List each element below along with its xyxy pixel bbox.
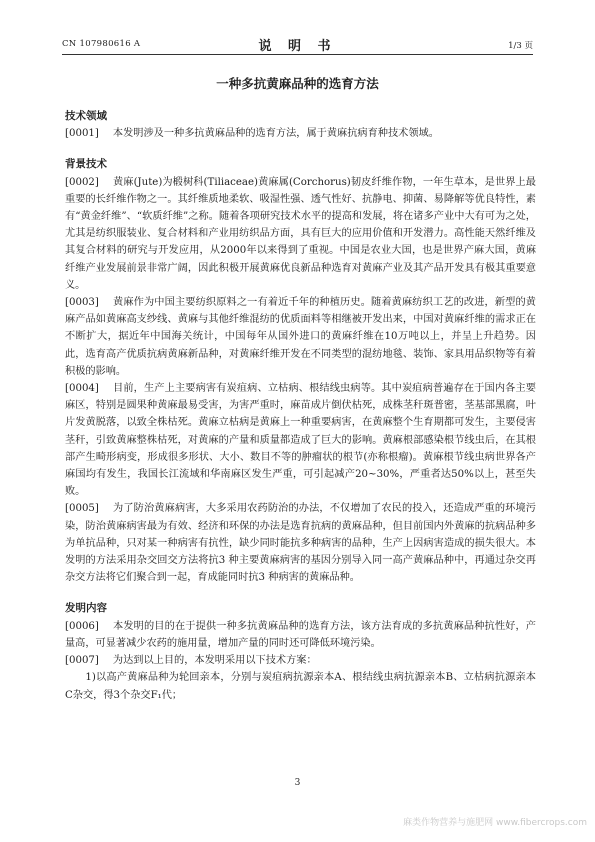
paragraph-0007	[65, 652, 536, 669]
paragraph-number: [0001]	[65, 128, 99, 140]
page-indicator: 1/3 页	[508, 41, 533, 51]
paragraph-number: [0003]	[65, 297, 99, 309]
paragraph-0005	[65, 500, 536, 586]
paragraph-0001	[65, 125, 536, 142]
page-number: 3	[294, 778, 301, 788]
paragraph-0004	[65, 380, 536, 500]
paragraph-number: [0002]	[65, 176, 99, 188]
paragraph-text: 为达到以上目的，本发明采用以下技术方案：	[112, 655, 317, 667]
paragraph-0003	[65, 294, 536, 380]
document-title: 一种多抗黄麻品种的选育方法	[216, 76, 379, 91]
paragraph-text: 本发明的目的在于提供一种多抗黄麻品种的选育方法，该方法育成的多抗黄麻品种抗性好，产量高，可显著减少农药的施用量，增加产量的同时还可降低环境污染。	[65, 620, 536, 649]
paragraph-text: 本发明涉及一种多抗黄麻品种的选育方法，属于黄麻抗病育种技术领域。	[112, 128, 439, 140]
paragraph-text: 黄麻作为中国主要纺织原料之一有着近千年的种植历史。随着黄麻纺织工艺的改进，新型的黄麻产品如黄麻高支纱线、黄麻与其他纤维混纺的优质面料等相继被开发出来，中国对黄麻纤维的需求正在不断扩大，据近年中国海关统计，中国每年从国外进口的黄麻纤维在10万吨以上，并呈上升趋势。因此，选育高产优质抗病黄麻新品种，对黄麻纤维开发在不同类型的混纺地毯、装饰、家具用品织物等有着积极的影响。	[65, 297, 536, 377]
section-heading-tech-field: 技术领域	[65, 110, 107, 122]
paragraph-text: 目前，生产上主要病害有炭疽病、立枯病、根结线虫病等。其中炭疽病普遍存在于国内各主要麻区，特别是圆果种黄麻最易受害，为害严重时，麻苗成片倒伏枯死，成株茎秆斑普密，茎基部黑腐，叶片发黄脱落，以致全株枯死。黄麻立枯病是黄麻上一种重要病害，在黄麻整个生育期都可发生，主要侵害茎秆，引致黄麻整株枯死，对黄麻的产量和质量都造成了巨大的影响。黄麻根部感染根节线虫后，在其根部产生畸形病变，形成很多形状、大小、数目不等的肿瘤状的根节(亦称根瘤)。黄麻根节线虫病世界各产麻国均有发生，我国长江流域和华南麻区发生严重，可引起减产20~30%，严重者达50%以上，甚至失败。	[65, 383, 536, 498]
page-header	[62, 34, 533, 55]
paragraph-text: 为了防治黄麻病害，大多采用农药防治的办法，不仅增加了农民的投入，还造成严重的环境污染，防治黄麻病害最为有效、经济和环保的办法是选育抗病的黄麻品种，但目前国内外黄麻的抗病品种多为单抗品种，只对某一种病害有抗性，缺少同时能抗多种病害的品种，生产上因病害造成的损失很大。本发明的方法采用杂交回交方法将抗3 种主要黄麻病害的基因分别导入同一高产黄麻品种中，再通过杂交再杂交方法将它们聚合到一起，育成能同时抗3 种病害的黄麻品种。	[65, 503, 536, 584]
patent-number: CN 107980616 A	[62, 39, 141, 49]
document-body	[65, 108, 536, 704]
paragraph-number: [0004]	[65, 383, 99, 395]
paragraph-text: 黄麻(Jute)为椴树科(Tiliaceae)黄麻属(Corchorus)韧皮纤维作物，一年生草本，是世界上最重要的长纤维作物之一。其纤维质地柔软、吸湿性强、透气性好、抗静电、抑菌、易降解等优良特性，素有“黄金纤维”、“软质纤维”之称。随着各项研究技术水平的提高和发展，将在诸多产业中大有可为之处，尤其是纺织服装业、复合材料和产业用纺织品方面，具有巨大的应用价值和开发潜力。高性能天然纤维及其复合材料的研究与开发应用，从2000年以来得到了重视。中国是农业大国，也是世界产麻大国，黄麻纤维产业发展前景非常广阔，因此积极开展黄麻优良新品种选育对黄麻产业及其产品开发具有极其重要意义。	[65, 176, 536, 291]
paragraph-number: [0005]	[65, 503, 99, 515]
section-heading-invention: 发明内容	[65, 602, 107, 615]
step-1-text: 1)以高产黄麻品种为轮回亲本，分别与炭疽病抗源亲本A、根结线虫病抗源亲本B、立枯病抗源亲本C杂交，得3个杂交F₁代；	[65, 672, 536, 701]
section-heading-background: 背景技术	[65, 158, 107, 171]
paragraph-number: [0007]	[65, 655, 99, 667]
paragraph-0002	[65, 174, 536, 294]
watermark: 麻类作物营养与施肥网 www.fibercrops.com	[403, 818, 587, 828]
paragraph-0006	[65, 618, 536, 652]
document-type: 说 明 书	[258, 39, 337, 54]
paragraph-number: [0006]	[65, 620, 99, 632]
